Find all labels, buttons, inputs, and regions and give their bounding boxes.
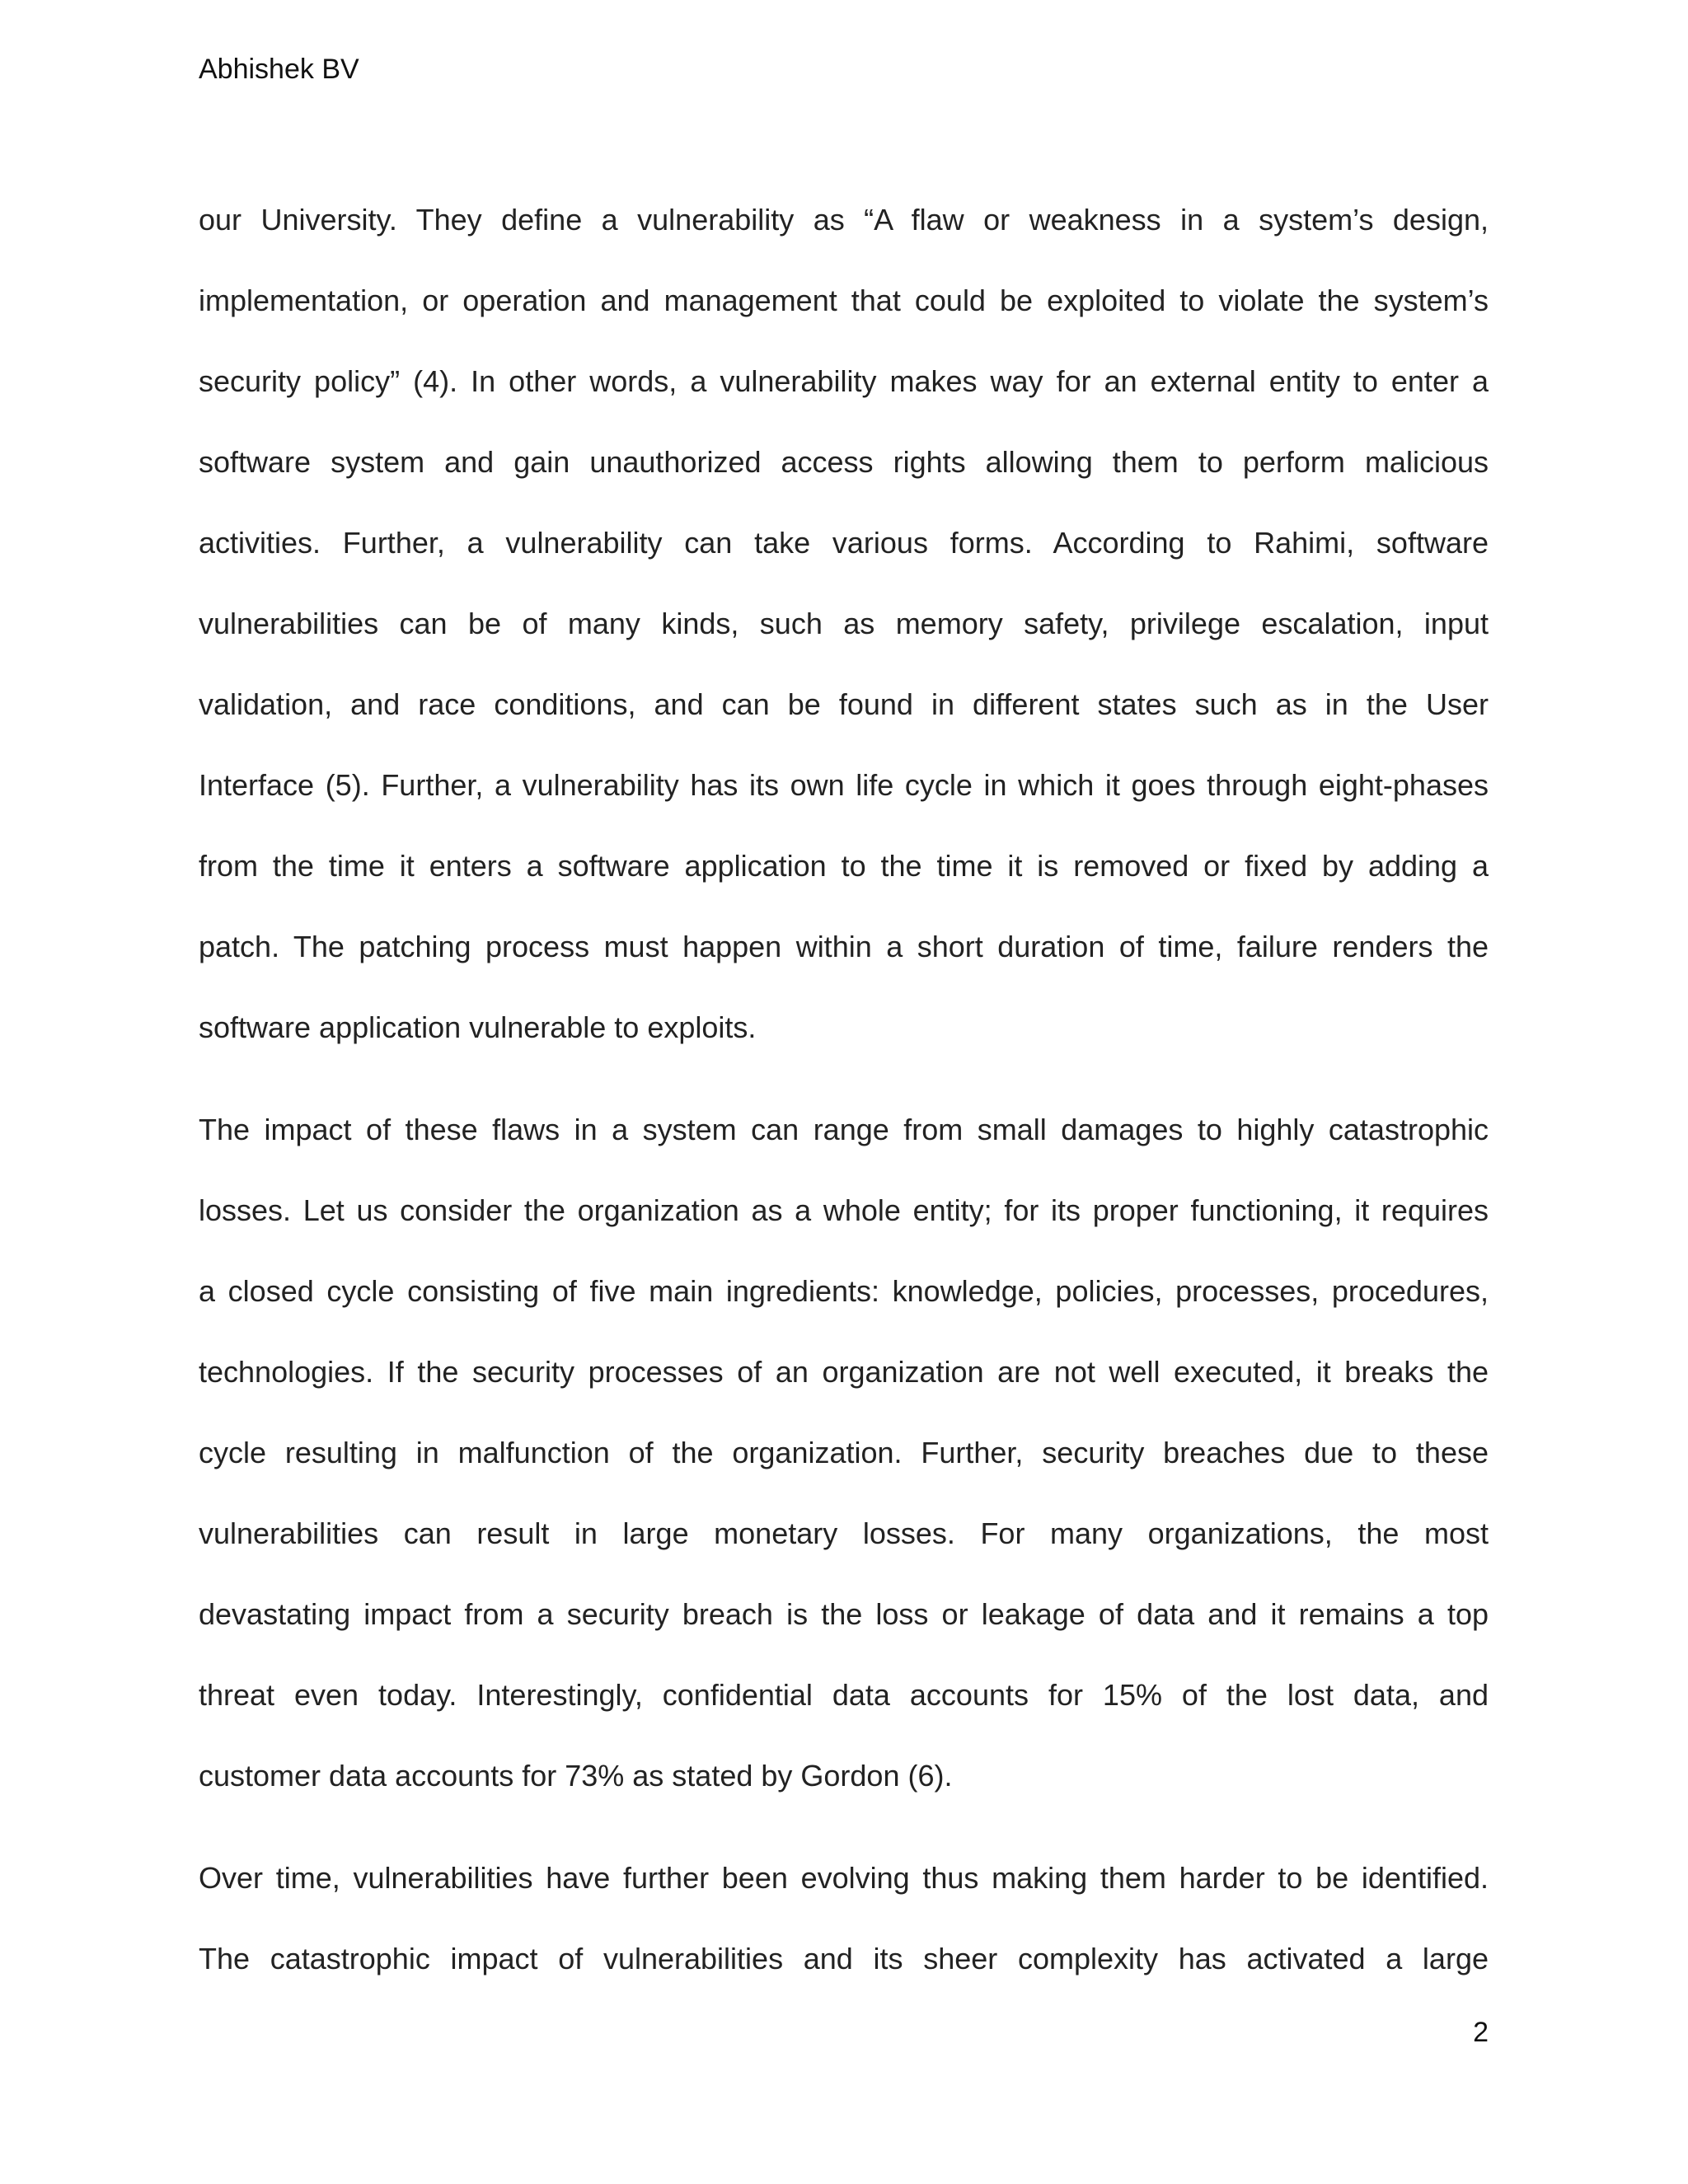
paragraph-3 xyxy=(199,1850,1489,2012)
header-author: Abhishek BV xyxy=(199,54,359,85)
text-line: patch. The patching process must happen within a short duration of time, failure renders the xyxy=(199,930,1489,963)
text-line: devastating impact from a security breach is the loss or leakage of data and it remains a top xyxy=(199,1597,1489,1631)
text-line: implementation, or operation and management that could be exploited to violate the system’s xyxy=(199,284,1489,317)
paragraph-1 xyxy=(199,192,1489,1080)
page-number: 2 xyxy=(1473,2017,1489,2048)
text-line: software application vulnerable to exploits. xyxy=(199,1010,757,1044)
text-line: from the time it enters a software application to the time it is removed or fixed by adding a xyxy=(199,849,1489,883)
text-line: The catastrophic impact of vulnerabilities and its sheer complexity has activated a large xyxy=(199,1942,1489,1975)
body-text xyxy=(199,192,1489,2012)
text-line: cycle resulting in malfunction of the organization. Further, security breaches due to these xyxy=(199,1436,1489,1469)
text-line: validation, and race conditions, and can be found in different states such as in the User xyxy=(199,687,1489,721)
paragraph-spacer xyxy=(199,1829,1489,1850)
text-line: Interface (5). Further, a vulnerability has its own life cycle in which it goes through eight-phases xyxy=(199,768,1489,802)
text-line: a closed cycle consisting of five main ingredients: knowledge, policies, processes, procedures, xyxy=(199,1274,1489,1308)
text-line: vulnerabilities can result in large monetary losses. For many organizations, the most xyxy=(199,1516,1489,1550)
paragraph-spacer xyxy=(199,1080,1489,1102)
text-line: technologies. If the security processes of an organization are not well executed, it breaks the xyxy=(199,1355,1489,1389)
text-line: losses. Let us consider the organization as a whole entity; for its proper functioning, it requires xyxy=(199,1193,1489,1227)
text-line: The impact of these flaws in a system can range from small damages to highly catastrophic xyxy=(199,1113,1489,1146)
text-line: our University. They define a vulnerability as “A flaw or weakness in a system’s design, xyxy=(199,203,1489,237)
text-line: threat even today. Interestingly, confidential data accounts for 15% of the lost data, and xyxy=(199,1678,1489,1712)
text-line: Over time, vulnerabilities have further been evolving thus making them harder to be identified. xyxy=(199,1861,1489,1895)
text-line: vulnerabilities can be of many kinds, such as memory safety, privilege escalation, input xyxy=(199,607,1489,640)
text-line: security policy” (4). In other words, a vulnerability makes way for an external entity to enter a xyxy=(199,364,1489,398)
text-line: activities. Further, a vulnerability can take various forms. According to Rahimi, software xyxy=(199,526,1489,560)
text-line: software system and gain unauthorized access rights allowing them to perform malicious xyxy=(199,445,1489,479)
text-line: customer data accounts for 73% as stated by Gordon (6). xyxy=(199,1759,953,1793)
paragraph-2 xyxy=(199,1102,1489,1829)
